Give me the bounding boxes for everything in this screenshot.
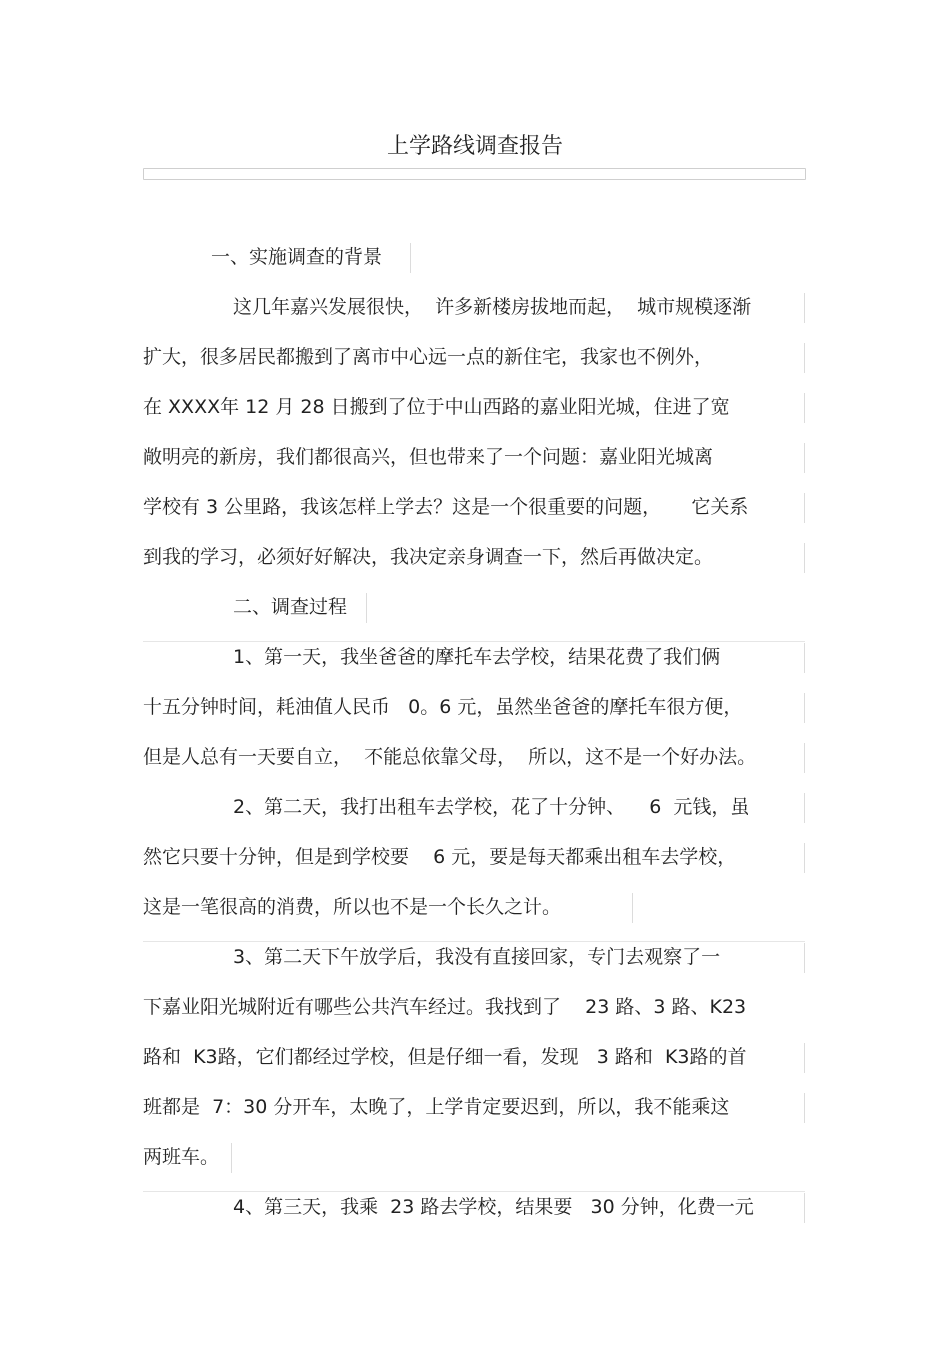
scan-artifact-rule [143, 1191, 805, 1192]
scan-artifact-line [804, 1043, 805, 1073]
paragraph-line: 2、第二天，我打出租车去学校，花了十分钟、 6 元钱，虽 [233, 796, 750, 818]
paragraph-line: 4、第三天，我乘 23 路去学校，结果要 30 分钟，化费一元 [233, 1196, 754, 1218]
paragraph-line: 十五分钟时间，耗油值人民币 0。6 元，虽然坐爸爸的摩托车很方便， [143, 696, 743, 718]
scan-artifact-line [804, 793, 805, 823]
scan-artifact-line [804, 393, 805, 423]
section-heading-process: 二、调查过程 [233, 596, 348, 618]
scan-artifact-line [804, 943, 805, 973]
scan-artifact-line [804, 293, 805, 323]
scan-artifact-line [804, 443, 805, 473]
scan-artifact-line [632, 893, 633, 923]
scan-artifact-rule [143, 641, 805, 642]
scan-artifact-line [231, 1143, 232, 1173]
scan-artifact-line [804, 343, 805, 373]
paragraph-line: 然它只要十分钟，但是到学校要 6 元，要是每天都乘出租车去学校， [143, 846, 737, 868]
paragraph-line: 1、第一天，我坐爸爸的摩托车去学校，结果花费了我们俩 [233, 646, 721, 668]
document-title: 上学路线调查报告 [386, 134, 563, 159]
scan-artifact-line [804, 493, 805, 523]
paragraph-line: 在 XXXX年 12 月 28 日搬到了位于中山西路的嘉业阳光城，住进了宽 [143, 396, 730, 418]
title-underline-box [143, 168, 806, 180]
paragraph-line: 敞明亮的新房，我们都很高兴，但也带来了一个问题：嘉业阳光城离 [143, 446, 714, 468]
paragraph-line: 下嘉业阳光城附近有哪些公共汽车经过。我找到了 23 路、3 路、K23 [143, 996, 747, 1018]
scan-artifact-line [804, 543, 805, 573]
paragraph-line: 扩大，很多居民都搬到了离市中心远一点的新住宅，我家也不例外， [143, 346, 714, 368]
paragraph-line: 路和 K3路，它们都经过学校，但是仔细一看，发现 3 路和 K3路的首 [143, 1046, 747, 1068]
paragraph-line: 到我的学习，必须好好解决，我决定亲身调查一下，然后再做决定。 [143, 546, 714, 568]
paragraph-line: 学校有 3 公里路，我该怎样上学去？这是一个很重要的问题， 它关系 [143, 496, 749, 518]
paragraph-line: 这是一笔很高的消费，所以也不是一个长久之计。 [143, 896, 562, 918]
scan-artifact-line [366, 593, 367, 623]
paragraph-line: 这几年嘉兴发展很快， 许多新楼房拔地而起， 城市规模逐渐 [233, 296, 752, 318]
scan-artifact-rule [143, 941, 805, 942]
paragraph-line: 但是人总有一天要自立， 不能总依靠父母， 所以，这不是一个好办法。 [143, 746, 757, 768]
scan-artifact-line [804, 743, 805, 773]
paragraph-line: 3、第二天下午放学后，我没有直接回家，专门去观察了一 [233, 946, 721, 968]
scan-artifact-line [804, 1193, 805, 1223]
scan-artifact-line [804, 843, 805, 873]
scan-artifact-line [804, 1093, 805, 1123]
section-heading-background: 一、实施调查的背景 [211, 246, 383, 268]
paragraph-line: 两班车。 [143, 1146, 220, 1168]
paragraph-line: 班都是 7：30 分开车，太晚了，上学肯定要迟到，所以，我不能乘这 [143, 1096, 730, 1118]
scan-artifact-line [804, 693, 805, 723]
scan-artifact-line [410, 243, 411, 273]
scan-artifact-line [804, 643, 805, 673]
